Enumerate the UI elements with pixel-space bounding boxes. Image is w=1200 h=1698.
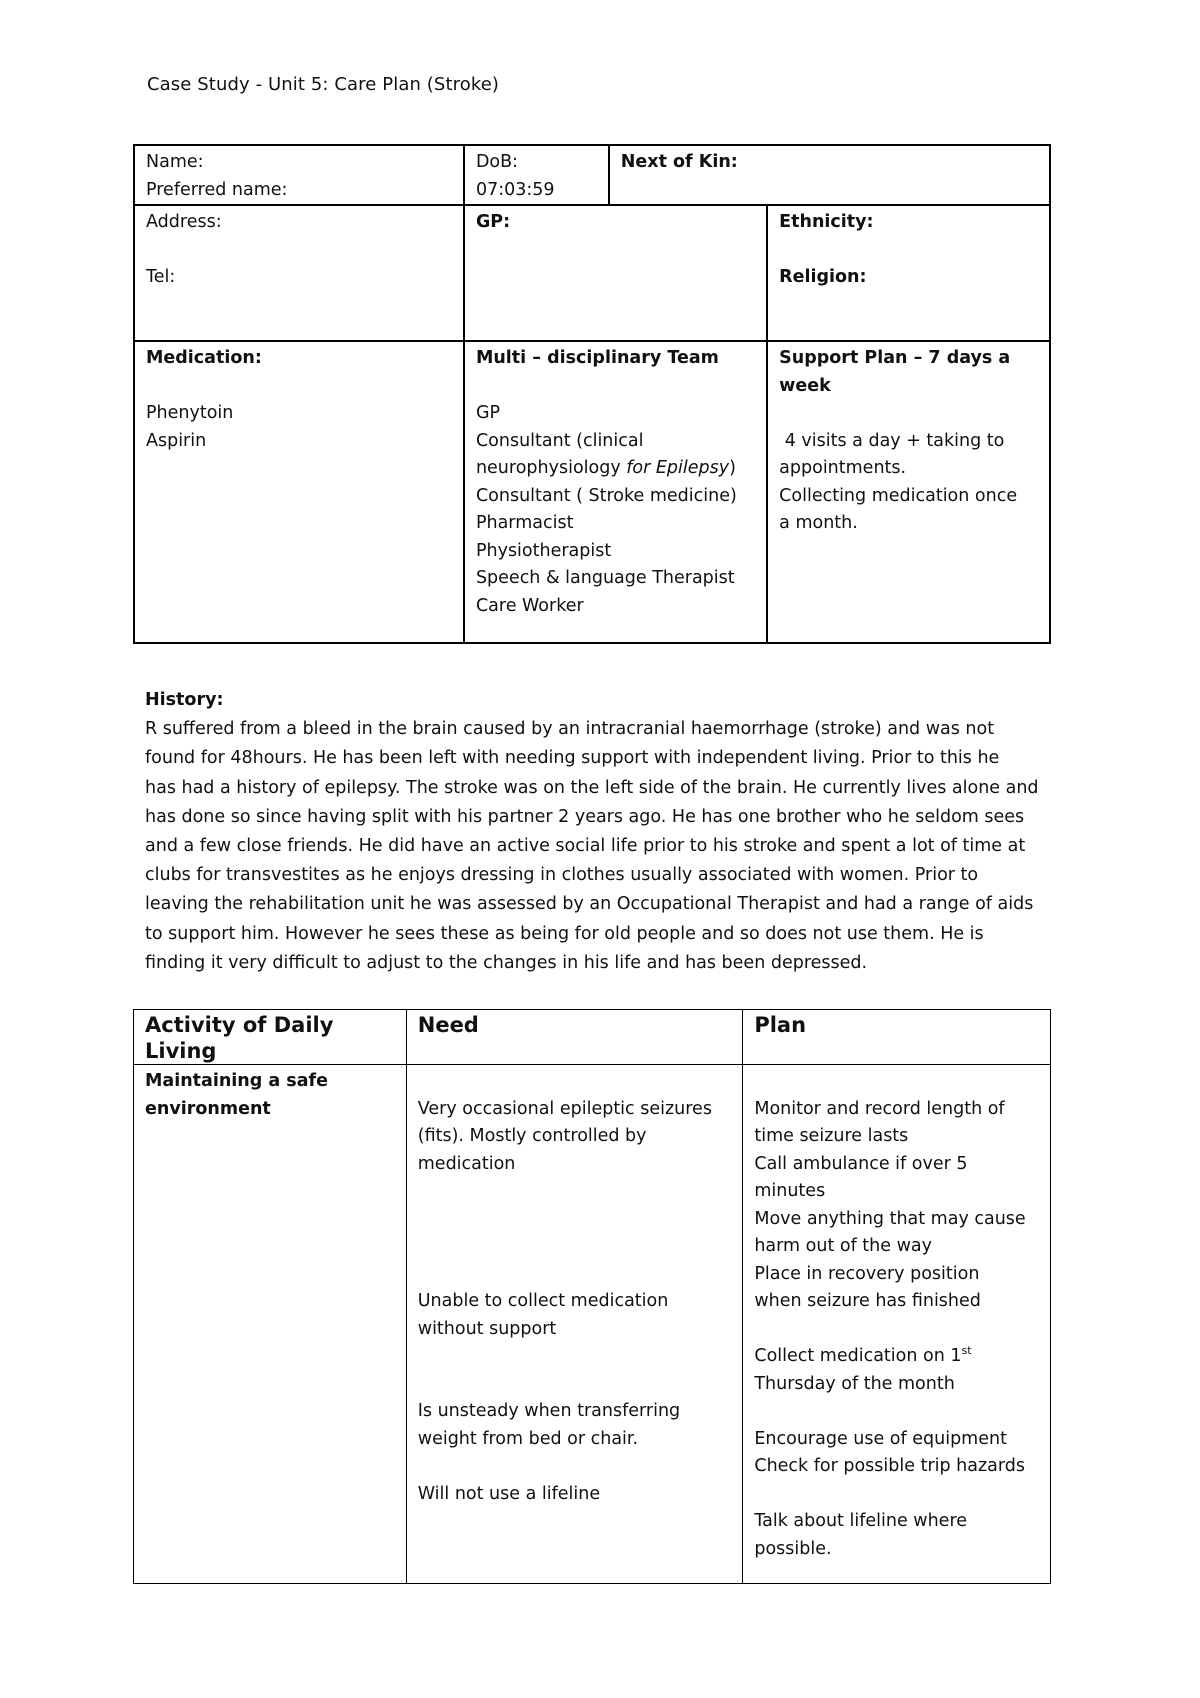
address-label: Address:	[146, 212, 222, 232]
need-line: Very occasional epileptic seizures	[417, 1098, 712, 1119]
gp-cell	[464, 205, 767, 341]
medication-item: Phenytoin	[146, 403, 234, 423]
adl-header-need: Need	[406, 1010, 743, 1065]
mdt-cell	[464, 341, 767, 643]
preferred-name-label: Preferred name:	[146, 179, 288, 200]
plan-line: Call ambulance if over 5	[754, 1153, 968, 1174]
activity-cell	[134, 1065, 407, 1584]
need-line	[418, 1233, 733, 1261]
plan-line: Thursday of the month	[754, 1373, 955, 1394]
mdt-member: Consultant (clinical	[475, 430, 644, 451]
address-cell	[134, 205, 464, 341]
need-line	[418, 1261, 733, 1289]
document-title: Case Study - Unit 5: Care Plan (Stroke)	[147, 74, 499, 95]
plan-line: Encourage use of equipment	[754, 1428, 1007, 1449]
support-plan-label: Support Plan – 7 days a	[779, 348, 1011, 368]
need-line	[418, 1453, 733, 1481]
support-plan-line: a month.	[779, 513, 858, 533]
name-label: Name:	[146, 152, 204, 172]
need-line: without support	[417, 1318, 557, 1339]
need-line: (fits). Mostly controlled by	[417, 1126, 647, 1146]
adl-header-plan: Plan	[743, 1010, 1051, 1065]
history-title: History:	[145, 690, 224, 710]
need-line: Is unsteady when transferring	[417, 1401, 681, 1421]
support-plan-line: 4 visits a day + taking to	[779, 430, 1005, 451]
history-line: has had a history of epilepsy. The stroke was on the left side of the brain. He currently lives alone and	[145, 777, 1039, 798]
plan-line	[754, 1316, 1040, 1344]
religion-label: Religion:	[779, 267, 867, 287]
plan-line: minutes	[754, 1181, 826, 1201]
history-line: has done so since having split with his partner 2 years ago. He has one brother who he seldom sees	[145, 806, 1025, 827]
mdt-member: Care Worker	[475, 595, 584, 616]
history-line: R suffered from a bleed in the brain caused by an intracranial haemorrhage (stroke) and was not	[145, 719, 995, 740]
plan-line: harm out of the way	[754, 1236, 932, 1256]
history-line: found for 48hours. He has been left with needing support with independent living. Prior to this he	[145, 748, 1000, 769]
mdt-label: Multi – disciplinary Team	[475, 348, 719, 368]
plan-cell	[743, 1065, 1051, 1584]
dob-label: DoB:	[475, 152, 519, 172]
tel-label: Tel:	[146, 267, 176, 287]
ethnicity-religion-cell	[767, 205, 1050, 341]
plan-line: Check for possible trip hazards	[754, 1456, 1026, 1476]
mdt-member-continued: neurophysiology for Epilepsy)	[475, 458, 736, 478]
plan-line: Talk about lifeline where	[754, 1511, 968, 1531]
mdt-member: Consultant ( Stroke medicine)	[475, 485, 737, 506]
plan-line: when seizure has finished	[754, 1291, 981, 1311]
dob-cell	[464, 145, 609, 205]
next-of-kin-cell	[609, 145, 1050, 205]
need-line	[418, 1371, 733, 1399]
plan-line: Move anything that may cause	[754, 1208, 1026, 1229]
plan-line	[754, 1068, 1040, 1096]
support-plan-label-continued: week	[779, 375, 831, 396]
activity-line: environment	[145, 1098, 271, 1119]
need-cell	[406, 1065, 743, 1584]
dob-value: 07:03:59	[475, 179, 555, 200]
need-line	[418, 1343, 733, 1371]
support-plan-line: appointments.	[779, 458, 907, 478]
medication-cell	[134, 341, 464, 643]
need-line: Unable to collect medication	[417, 1291, 669, 1311]
activity-line: Maintaining a safe	[145, 1071, 328, 1091]
plan-line: possible.	[754, 1538, 832, 1559]
need-line: weight from bed or chair.	[417, 1428, 639, 1449]
gp-label: GP:	[475, 212, 511, 232]
history-line: clubs for transvestites as he enjoys dressing in clothes usually associated with women. Prior to	[145, 865, 979, 886]
mdt-member: Pharmacist	[475, 513, 574, 533]
ethnicity-label: Ethnicity:	[779, 212, 874, 232]
medication-label: Medication:	[146, 348, 262, 368]
plan-line: Collect medication on 1st	[754, 1344, 972, 1366]
adl-table	[133, 1009, 1051, 1584]
history-line: and a few close friends. He did have an active social life prior to his stroke and spent a lot of time at	[145, 836, 1026, 857]
name-cell	[134, 145, 464, 205]
support-plan-line: Collecting medication once	[779, 485, 1018, 506]
need-line	[418, 1068, 733, 1096]
need-line: medication	[417, 1153, 516, 1174]
patient-info-table	[133, 144, 1051, 644]
plan-line: Monitor and record length of	[754, 1098, 1005, 1119]
need-line: Will not use a lifeline	[417, 1483, 601, 1504]
plan-line	[754, 1398, 1040, 1426]
history-section	[145, 686, 1065, 978]
plan-line: Place in recovery position	[754, 1263, 980, 1284]
adl-header-activity: Activity of Daily Living	[134, 1010, 407, 1065]
plan-line: time seizure lasts	[754, 1126, 909, 1146]
mdt-member: GP	[475, 403, 501, 423]
medication-item: Aspirin	[146, 430, 207, 451]
mdt-member: Physiotherapist	[475, 540, 612, 561]
need-line	[418, 1178, 733, 1206]
history-line: finding it very difficult to adjust to the changes in his life and has been depressed.	[145, 952, 868, 973]
plan-line	[754, 1481, 1040, 1509]
support-plan-cell	[767, 341, 1050, 643]
history-line: to support him. However he sees these as being for old people and so does not use them. He is	[145, 923, 984, 944]
history-line: leaving the rehabilitation unit he was assessed by an Occupational Therapist and had a range of aids	[145, 894, 1034, 915]
mdt-member: Speech & language Therapist	[475, 568, 735, 588]
need-line	[418, 1206, 733, 1234]
next-of-kin-label: Next of Kin:	[620, 152, 738, 172]
